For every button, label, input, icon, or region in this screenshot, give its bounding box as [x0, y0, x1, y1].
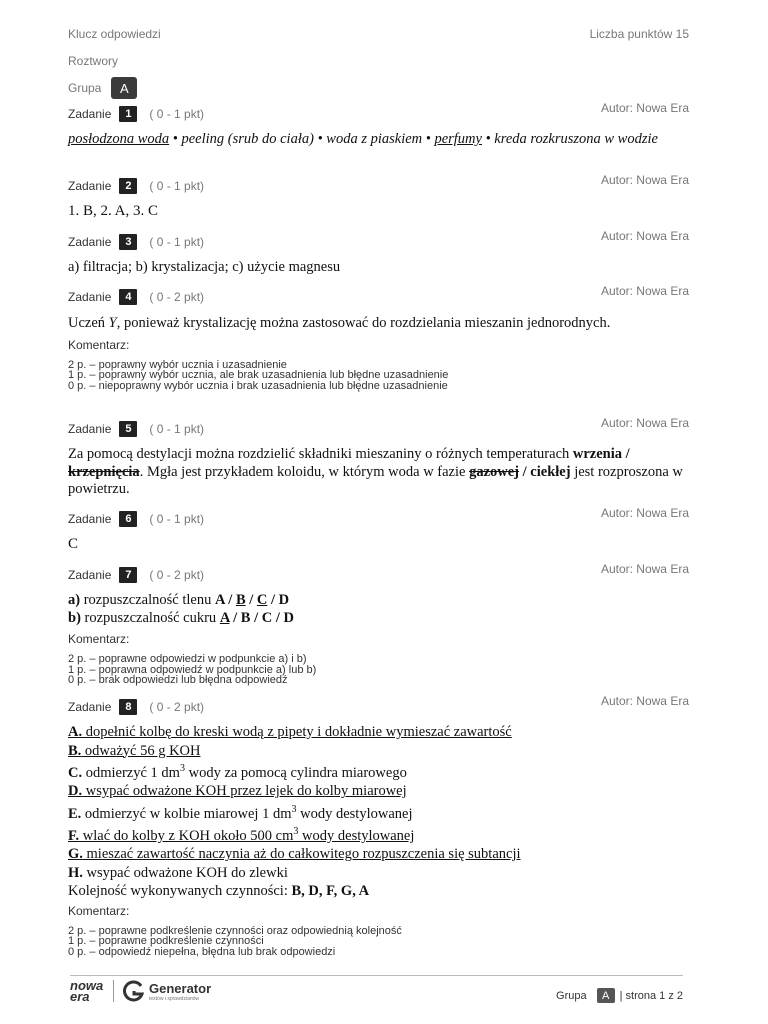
task-1 [68, 101, 689, 149]
answer-bold: wrzenia [572, 446, 623, 462]
task-number-badge: 4 [119, 289, 137, 305]
footer-group-badge: A [597, 988, 615, 1003]
task-5 [68, 416, 689, 499]
answer-text: • kreda rozkruszona w wodzie [481, 131, 658, 147]
answer-line-a: a) rozpuszczalność tlenu A / B / C / D [68, 592, 290, 608]
answer-bold: / [519, 463, 531, 480]
comment-lines [68, 926, 689, 958]
task-author: Autor: Nowa Era [600, 562, 689, 576]
answer-bold: / [622, 446, 630, 462]
task-number-badge: 3 [119, 234, 137, 250]
comment-line: 0 p. – niepoprawny wybór ucznia i brak uzasadnienia lub błędne uzasadnienie [68, 379, 448, 392]
comment-line: 0 p. – odpowiedź niepełna, błędna lub brak odpowiedzi [68, 945, 336, 958]
task-points: ( 0 - 1 pkt) [149, 422, 205, 436]
task-number-badge: 8 [119, 699, 137, 715]
task-answer: 1. B, 2. A, 3. C [68, 203, 159, 219]
task-points: ( 0 - 2 pkt) [149, 700, 205, 714]
task-2 [68, 173, 689, 221]
generator-logo-text: Generator [149, 981, 212, 996]
comment-line: 0 p. – brak odpowiedzi lub błędna odpowiedź [68, 674, 288, 686]
task-answer [68, 723, 689, 901]
task-label: Zadanie [68, 235, 112, 249]
task-label: Zadanie [68, 179, 112, 193]
task-6 [68, 506, 689, 554]
task-label: Zadanie [68, 700, 112, 714]
answer-text: • peeling (srub do ciała) • woda z piaskiem • [169, 131, 435, 147]
comment-line: 1 p. – poprawna odpowiedź w podpunkcie a) lub b) [68, 663, 317, 676]
task-author: Autor: Nowa Era [600, 416, 689, 430]
answer-italic: Y [108, 315, 117, 331]
footer-logo-separator [113, 980, 114, 1002]
document-title: Klucz odpowiedzi [68, 27, 161, 41]
task-points: ( 0 - 1 pkt) [149, 107, 205, 121]
generator-logo-icon [123, 980, 145, 1002]
comment-line: 1 p. – poprawne podkreślenie czynności [68, 935, 264, 948]
footer-divider [70, 975, 683, 976]
task-author: Autor: Nowa Era [600, 694, 689, 708]
answer-text: , ponieważ krystalizację można zastosować do rozdzielania mieszanin jednorodnych. [116, 315, 611, 331]
task-points: ( 0 - 1 pkt) [149, 179, 205, 193]
step-f: F. wlać do kolby z KOH około 500 $cm^3$ wody destylowanej [68, 826, 415, 844]
step-c: C. odmierzyć 1 $dm^3$ wody za pomocą cylindra miarowego [68, 763, 407, 781]
group-label: Grupa [68, 81, 102, 95]
answer-struck: krzepnięcia [68, 463, 140, 480]
task-number-badge: 7 [119, 567, 137, 583]
task-label: Zadanie [68, 107, 112, 121]
step-e: E. odmierzyć w kolbie miarowej 1 $dm^3$ wody destylowanej [68, 803, 413, 822]
nowa-era-logo: nowa era [70, 978, 104, 1004]
step-h: H. wsypać odważone KOH do zlewki [68, 864, 288, 881]
subject-title: Roztwory [68, 54, 119, 68]
total-points: Liczba punktów 15 [589, 27, 689, 41]
task-answer [68, 315, 689, 333]
answer-text: jest rozproszona w powietrzu. [68, 463, 683, 497]
step-d: D. wsypać odważone KOH przez lejek do kolby miarowej [68, 783, 407, 800]
footer-page-number: | strona 1 z 2 [619, 989, 683, 1002]
comment-lines [68, 360, 689, 392]
answer-text: Uczeń [68, 315, 109, 331]
step-g: G. mieszać zawartość naczynia aż do całkowitego rozpuszczenia się subtancji [68, 846, 521, 863]
comment-label: Komentarz: [68, 903, 130, 918]
group-badge: A [111, 77, 137, 99]
comment-lines [68, 654, 689, 686]
task-label: Zadanie [68, 290, 112, 304]
task-points: ( 0 - 2 pkt) [149, 290, 205, 304]
answer-line-b: b) rozpuszczalność cukru A / B / C / D [68, 609, 294, 626]
step-a: A. dopełnić kolbę do kreski wodą z pipety i dokładnie wymieszać zawartość [68, 724, 512, 740]
answer-text: . Mgła jest przykładem koloidu, w którym woda w fazie [139, 463, 470, 480]
answer-underlined: posłodzona woda [68, 131, 170, 147]
task-number-badge: 6 [119, 511, 137, 527]
task-3 [68, 229, 689, 277]
task-number-badge: 5 [119, 421, 137, 437]
answer-underlined: perfumy [434, 131, 482, 147]
task-answer: C [68, 536, 79, 552]
task-7 [68, 562, 689, 686]
answer-bold: ciekłej [530, 463, 571, 480]
comment-line: 1 p. – poprawny wybór ucznia, ale brak uzasadnienia lub błędne uzasadnienie [68, 369, 449, 381]
task-4 [68, 284, 689, 392]
task-answer [68, 446, 689, 499]
comment-line: 2 p. – poprawne odpowiedzi w podpunkcie a) i b) [68, 653, 307, 665]
comment-line: 2 p. – poprawne podkreślenie czynności oraz odpowiednią kolejność [68, 924, 402, 937]
task-answer: a) filtracja; b) krystalizacja; c) użycie magnesu [68, 259, 341, 275]
task-points: ( 0 - 2 pkt) [149, 568, 205, 582]
task-answer [68, 131, 689, 149]
task-points: ( 0 - 1 pkt) [149, 512, 205, 526]
step-b: B. odważyć 56 g KOH [68, 742, 201, 759]
task-label: Zadanie [68, 422, 112, 436]
answer-text: Za pomocą destylacji można rozdzielić składniki mieszaniny o różnych temperaturach [68, 446, 573, 462]
footer-page-info [556, 988, 683, 1003]
order-line: Kolejność wykonywanych czynności: B, D, F, G, A [68, 883, 370, 900]
generator-logo-subtitle: testów i sprawdzianów [149, 996, 200, 1002]
task-author: Autor: Nowa Era [600, 101, 689, 115]
task-answer [68, 592, 689, 627]
comment-line: 2 p. – poprawny wybór ucznia i uzasadnienie [68, 358, 287, 371]
task-number-badge: 2 [119, 178, 137, 194]
task-author: Autor: Nowa Era [600, 506, 689, 520]
answer-struck: gazowej [469, 463, 520, 480]
task-author: Autor: Nowa Era [600, 284, 689, 298]
task-author: Autor: Nowa Era [600, 229, 689, 243]
task-points: ( 0 - 1 pkt) [149, 235, 205, 249]
task-label: Zadanie [68, 568, 112, 582]
footer-group-label: Grupa [556, 989, 587, 1002]
task-label: Zadanie [68, 512, 112, 526]
task-number-badge: 1 [119, 106, 137, 122]
comment-label: Komentarz: [68, 337, 130, 352]
task-8 [68, 694, 689, 958]
group-indicator [68, 77, 137, 99]
comment-label: Komentarz: [68, 632, 130, 646]
task-author: Autor: Nowa Era [600, 173, 689, 187]
